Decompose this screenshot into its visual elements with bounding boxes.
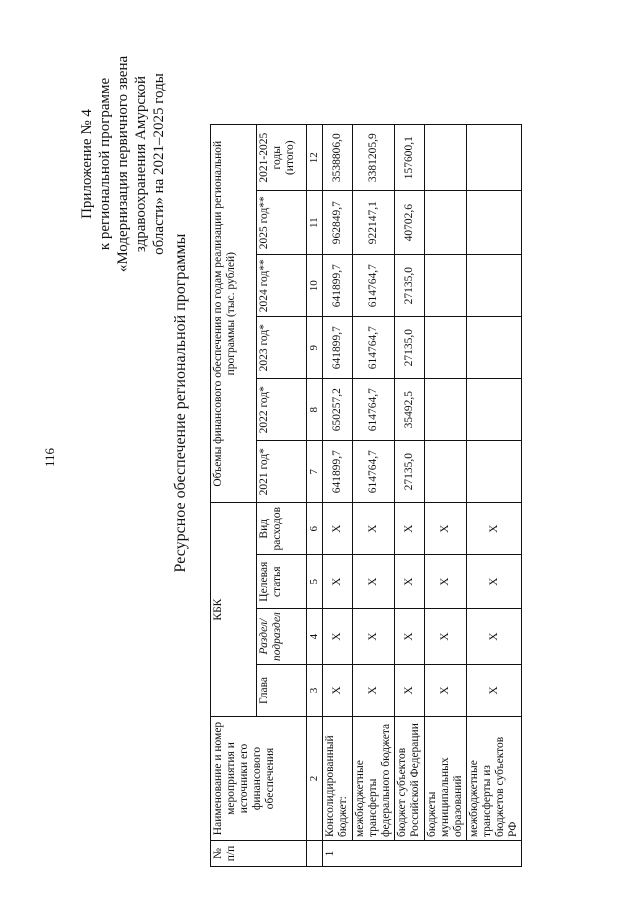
kbk-cell: X <box>425 503 467 555</box>
index-cell: 10 <box>307 255 323 317</box>
kbk-cell: X <box>395 555 425 609</box>
value-cell: 641899,7 <box>323 317 353 379</box>
value-cell: 157600,1 <box>395 125 425 191</box>
header-kbk: КБК <box>211 503 257 717</box>
value-cell: 962849,7 <box>323 191 353 255</box>
table-row <box>425 125 467 867</box>
value-cell: 650257,2 <box>323 379 353 441</box>
row-number: 1 <box>323 841 522 867</box>
header-razdel: Раздел/ подраздел <box>257 609 307 665</box>
index-cell: 8 <box>307 379 323 441</box>
annex-line: области» на 2021–2025 годы <box>151 73 167 255</box>
value-cell: 922147,1 <box>353 191 395 255</box>
header-total: 2021-2025 годы (итого) <box>257 125 307 191</box>
table-row <box>353 125 395 867</box>
source-name: межбюджетные трансферты из бюджетов субъектов РФ <box>467 717 522 841</box>
value-cell: 35492,5 <box>395 379 425 441</box>
kbk-cell: X <box>323 665 353 717</box>
header-name: Наименование и номер мероприятия и источники его финансового обеспечения <box>211 717 307 841</box>
value-cell: 614764,7 <box>353 441 395 503</box>
kbk-cell: X <box>467 609 522 665</box>
value-cell <box>467 317 522 379</box>
value-cell: 27135,0 <box>395 255 425 317</box>
header-glava: Глава <box>257 665 307 717</box>
value-cell <box>425 379 467 441</box>
kbk-cell: X <box>353 503 395 555</box>
index-cell: 5 <box>307 555 323 609</box>
kbk-cell: X <box>323 555 353 609</box>
value-cell <box>425 441 467 503</box>
header-volumes: Объемы финансового обеспечения по годам реализации региональной программы (тыс. рублей) <box>211 125 257 503</box>
kbk-cell: X <box>353 665 395 717</box>
value-cell: 27135,0 <box>395 317 425 379</box>
header-year-2023: 2023 год* <box>257 317 307 379</box>
index-cell: 7 <box>307 441 323 503</box>
value-cell: 614764,7 <box>353 317 395 379</box>
header-vid: Вид расходов <box>257 503 307 555</box>
header-celevaya: Целевая статья <box>257 555 307 609</box>
header-year-2025: 2025 год** <box>257 191 307 255</box>
kbk-cell: X <box>353 555 395 609</box>
kbk-cell: X <box>425 555 467 609</box>
document-title: Ресурсное обеспечение региональной программы <box>172 233 189 573</box>
kbk-cell: X <box>395 503 425 555</box>
annex-line: здравоохранения Амурской <box>133 75 149 253</box>
annex-block <box>78 19 168 309</box>
index-cell: 3 <box>307 665 323 717</box>
index-cell <box>307 841 323 867</box>
value-cell <box>467 191 522 255</box>
kbk-cell: X <box>467 555 522 609</box>
header-year-2021: 2021 год* <box>257 441 307 503</box>
value-cell: 27135,0 <box>395 441 425 503</box>
index-cell: 11 <box>307 191 323 255</box>
index-cell: 6 <box>307 503 323 555</box>
annex-line: «Модернизация первичного звена <box>115 55 131 273</box>
resource-table <box>210 124 522 867</box>
kbk-cell: X <box>395 665 425 717</box>
value-cell: 641899,7 <box>323 255 353 317</box>
value-cell: 614764,7 <box>353 255 395 317</box>
value-cell <box>425 191 467 255</box>
value-cell <box>467 379 522 441</box>
value-cell: 3538806,0 <box>323 125 353 191</box>
value-cell <box>425 317 467 379</box>
value-cell: 614764,7 <box>353 379 395 441</box>
index-cell: 9 <box>307 317 323 379</box>
index-cell: 12 <box>307 125 323 191</box>
value-cell <box>467 125 522 191</box>
value-cell <box>467 441 522 503</box>
kbk-cell: X <box>425 609 467 665</box>
index-cell: 4 <box>307 609 323 665</box>
source-name: бюджет субъектов Российской Федерации <box>395 717 425 841</box>
kbk-cell: X <box>323 609 353 665</box>
source-name: Консолидированный бюджет: <box>323 717 353 841</box>
kbk-cell: X <box>425 665 467 717</box>
value-cell <box>425 125 467 191</box>
value-cell: 641899,7 <box>323 441 353 503</box>
source-name: межбюджетные трансферты федерального бюджета <box>353 717 395 841</box>
value-cell: 40702,6 <box>395 191 425 255</box>
value-cell <box>425 255 467 317</box>
kbk-cell: X <box>467 503 522 555</box>
source-name: бюджеты муниципальных образований <box>425 717 467 841</box>
kbk-cell: X <box>395 609 425 665</box>
table-row <box>395 125 425 867</box>
value-cell <box>467 255 522 317</box>
kbk-cell: X <box>323 503 353 555</box>
page-number: 116 <box>42 447 57 467</box>
header-num: № п/п <box>211 841 307 867</box>
table-row <box>467 125 522 867</box>
value-cell: 3381205,9 <box>353 125 395 191</box>
header-year-2024: 2024 год** <box>257 255 307 317</box>
kbk-cell: X <box>353 609 395 665</box>
kbk-cell: X <box>467 665 522 717</box>
header-year-2022: 2022 год* <box>257 379 307 441</box>
table-row <box>323 125 353 867</box>
annex-line: Приложение № 4 <box>79 109 95 219</box>
index-cell: 2 <box>307 717 323 841</box>
annex-line: к региональной программе <box>97 77 113 251</box>
